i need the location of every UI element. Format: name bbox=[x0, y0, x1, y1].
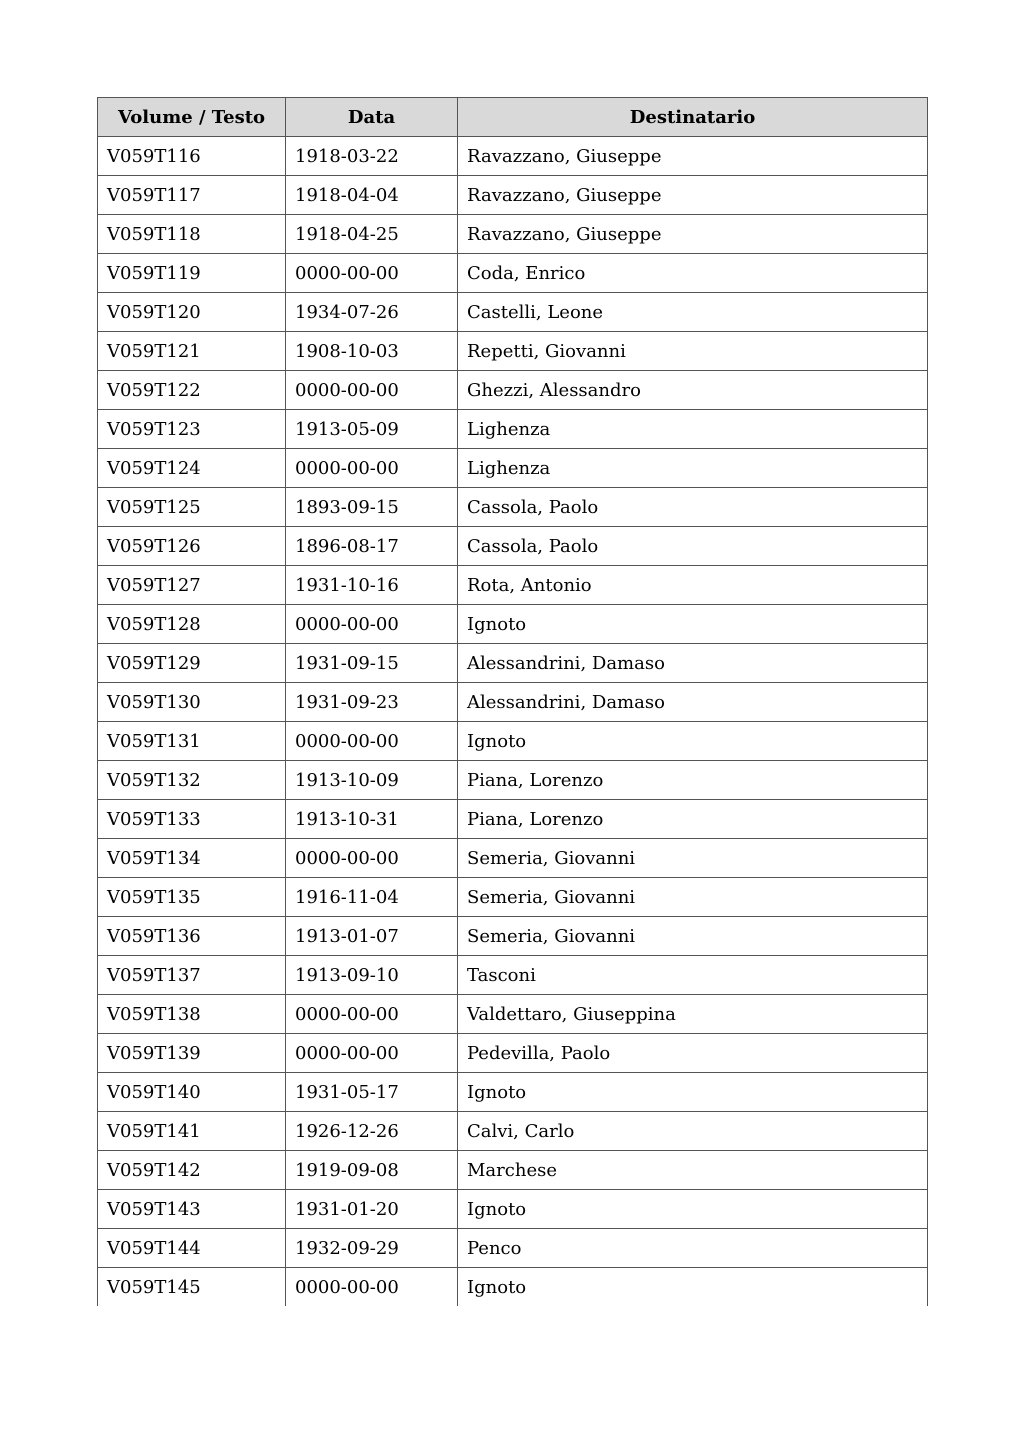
recipient-cell: Lighenza bbox=[458, 449, 928, 488]
date-cell: 1908-10-03 bbox=[286, 332, 458, 371]
volume-cell: V059T119 bbox=[98, 254, 286, 293]
date-cell: 1918-03-22 bbox=[286, 137, 458, 176]
table-row bbox=[98, 683, 928, 722]
recipient-cell: Lighenza bbox=[458, 410, 928, 449]
table-row bbox=[98, 488, 928, 527]
volume-cell: V059T143 bbox=[98, 1190, 286, 1229]
recipient-cell: Rota, Antonio bbox=[458, 566, 928, 605]
volume-cell: V059T133 bbox=[98, 800, 286, 839]
recipient-cell: Cassola, Paolo bbox=[458, 527, 928, 566]
date-cell: 1916-11-04 bbox=[286, 878, 458, 917]
volume-cell: V059T122 bbox=[98, 371, 286, 410]
header-row bbox=[98, 98, 928, 137]
table-row bbox=[98, 995, 928, 1034]
table-row bbox=[98, 800, 928, 839]
date-cell: 0000-00-00 bbox=[286, 995, 458, 1034]
volume-cell: V059T132 bbox=[98, 761, 286, 800]
date-cell: 0000-00-00 bbox=[286, 605, 458, 644]
volume-cell: V059T117 bbox=[98, 176, 286, 215]
volume-cell: V059T136 bbox=[98, 917, 286, 956]
recipient-cell: Cassola, Paolo bbox=[458, 488, 928, 527]
recipient-cell: Valdettaro, Giuseppina bbox=[458, 995, 928, 1034]
table-row bbox=[98, 176, 928, 215]
recipient-cell: Semeria, Giovanni bbox=[458, 917, 928, 956]
date-cell: 1934-07-26 bbox=[286, 293, 458, 332]
volume-cell: V059T141 bbox=[98, 1112, 286, 1151]
recipient-cell: Pedevilla, Paolo bbox=[458, 1034, 928, 1073]
table-row bbox=[98, 371, 928, 410]
table-row bbox=[98, 1190, 928, 1229]
volume-cell: V059T118 bbox=[98, 215, 286, 254]
volume-cell: V059T124 bbox=[98, 449, 286, 488]
date-cell: 0000-00-00 bbox=[286, 722, 458, 761]
volume-cell: V059T137 bbox=[98, 956, 286, 995]
recipient-cell: Coda, Enrico bbox=[458, 254, 928, 293]
date-cell: 1931-10-16 bbox=[286, 566, 458, 605]
date-cell: 1919-09-08 bbox=[286, 1151, 458, 1190]
volume-cell: V059T120 bbox=[98, 293, 286, 332]
table-row bbox=[98, 761, 928, 800]
table-row bbox=[98, 605, 928, 644]
volume-cell: V059T145 bbox=[98, 1268, 286, 1307]
volume-cell: V059T140 bbox=[98, 1073, 286, 1112]
table-row bbox=[98, 1151, 928, 1190]
date-cell: 0000-00-00 bbox=[286, 254, 458, 293]
date-cell: 1893-09-15 bbox=[286, 488, 458, 527]
letters-table bbox=[97, 97, 928, 1306]
column-header-recipient: Destinatario bbox=[458, 98, 928, 137]
table-row bbox=[98, 293, 928, 332]
recipient-cell: Ghezzi, Alessandro bbox=[458, 371, 928, 410]
date-cell: 1931-09-15 bbox=[286, 644, 458, 683]
table-row bbox=[98, 566, 928, 605]
recipient-cell: Marchese bbox=[458, 1151, 928, 1190]
volume-cell: V059T129 bbox=[98, 644, 286, 683]
recipient-cell: Ignoto bbox=[458, 1073, 928, 1112]
column-header-date: Data bbox=[286, 98, 458, 137]
recipient-cell: Castelli, Leone bbox=[458, 293, 928, 332]
table-row bbox=[98, 956, 928, 995]
volume-cell: V059T116 bbox=[98, 137, 286, 176]
recipient-cell: Piana, Lorenzo bbox=[458, 761, 928, 800]
volume-cell: V059T138 bbox=[98, 995, 286, 1034]
recipient-cell: Ravazzano, Giuseppe bbox=[458, 215, 928, 254]
table-row bbox=[98, 215, 928, 254]
volume-cell: V059T125 bbox=[98, 488, 286, 527]
recipient-cell: Ignoto bbox=[458, 605, 928, 644]
volume-cell: V059T135 bbox=[98, 878, 286, 917]
date-cell: 1913-01-07 bbox=[286, 917, 458, 956]
table-row bbox=[98, 254, 928, 293]
table-row bbox=[98, 1073, 928, 1112]
volume-cell: V059T128 bbox=[98, 605, 286, 644]
table-row bbox=[98, 137, 928, 176]
volume-cell: V059T123 bbox=[98, 410, 286, 449]
date-cell: 0000-00-00 bbox=[286, 1268, 458, 1307]
volume-cell: V059T127 bbox=[98, 566, 286, 605]
date-cell: 1913-10-31 bbox=[286, 800, 458, 839]
volume-cell: V059T144 bbox=[98, 1229, 286, 1268]
table-row bbox=[98, 449, 928, 488]
table-row bbox=[98, 839, 928, 878]
table-row bbox=[98, 878, 928, 917]
volume-cell: V059T126 bbox=[98, 527, 286, 566]
recipient-cell: Ignoto bbox=[458, 1190, 928, 1229]
date-cell: 0000-00-00 bbox=[286, 449, 458, 488]
recipient-cell: Semeria, Giovanni bbox=[458, 839, 928, 878]
table-row bbox=[98, 722, 928, 761]
date-cell: 0000-00-00 bbox=[286, 839, 458, 878]
date-cell: 1926-12-26 bbox=[286, 1112, 458, 1151]
recipient-cell: Ravazzano, Giuseppe bbox=[458, 176, 928, 215]
table-row bbox=[98, 917, 928, 956]
recipient-cell: Repetti, Giovanni bbox=[458, 332, 928, 371]
table-row bbox=[98, 410, 928, 449]
table-header bbox=[98, 98, 928, 137]
table-row bbox=[98, 1268, 928, 1307]
table-row bbox=[98, 1229, 928, 1268]
date-cell: 1913-05-09 bbox=[286, 410, 458, 449]
table-row bbox=[98, 332, 928, 371]
date-cell: 1913-09-10 bbox=[286, 956, 458, 995]
column-header-volume: Volume / Testo bbox=[98, 98, 286, 137]
date-cell: 1918-04-04 bbox=[286, 176, 458, 215]
date-cell: 0000-00-00 bbox=[286, 1034, 458, 1073]
table-row bbox=[98, 1034, 928, 1073]
volume-cell: V059T139 bbox=[98, 1034, 286, 1073]
date-cell: 1896-08-17 bbox=[286, 527, 458, 566]
volume-cell: V059T142 bbox=[98, 1151, 286, 1190]
recipient-cell: Tasconi bbox=[458, 956, 928, 995]
date-cell: 1913-10-09 bbox=[286, 761, 458, 800]
recipient-cell: Ignoto bbox=[458, 722, 928, 761]
date-cell: 1931-09-23 bbox=[286, 683, 458, 722]
recipient-cell: Semeria, Giovanni bbox=[458, 878, 928, 917]
volume-cell: V059T131 bbox=[98, 722, 286, 761]
table-row bbox=[98, 527, 928, 566]
date-cell: 1918-04-25 bbox=[286, 215, 458, 254]
recipient-cell: Penco bbox=[458, 1229, 928, 1268]
recipient-cell: Piana, Lorenzo bbox=[458, 800, 928, 839]
date-cell: 1931-05-17 bbox=[286, 1073, 458, 1112]
table-row bbox=[98, 1112, 928, 1151]
volume-cell: V059T134 bbox=[98, 839, 286, 878]
recipient-cell: Alessandrini, Damaso bbox=[458, 683, 928, 722]
recipient-cell: Calvi, Carlo bbox=[458, 1112, 928, 1151]
table-body bbox=[98, 137, 928, 1307]
recipient-cell: Alessandrini, Damaso bbox=[458, 644, 928, 683]
recipient-cell: Ignoto bbox=[458, 1268, 928, 1307]
volume-cell: V059T130 bbox=[98, 683, 286, 722]
date-cell: 1931-01-20 bbox=[286, 1190, 458, 1229]
volume-cell: V059T121 bbox=[98, 332, 286, 371]
date-cell: 1932-09-29 bbox=[286, 1229, 458, 1268]
date-cell: 0000-00-00 bbox=[286, 371, 458, 410]
recipient-cell: Ravazzano, Giuseppe bbox=[458, 137, 928, 176]
table-row bbox=[98, 644, 928, 683]
